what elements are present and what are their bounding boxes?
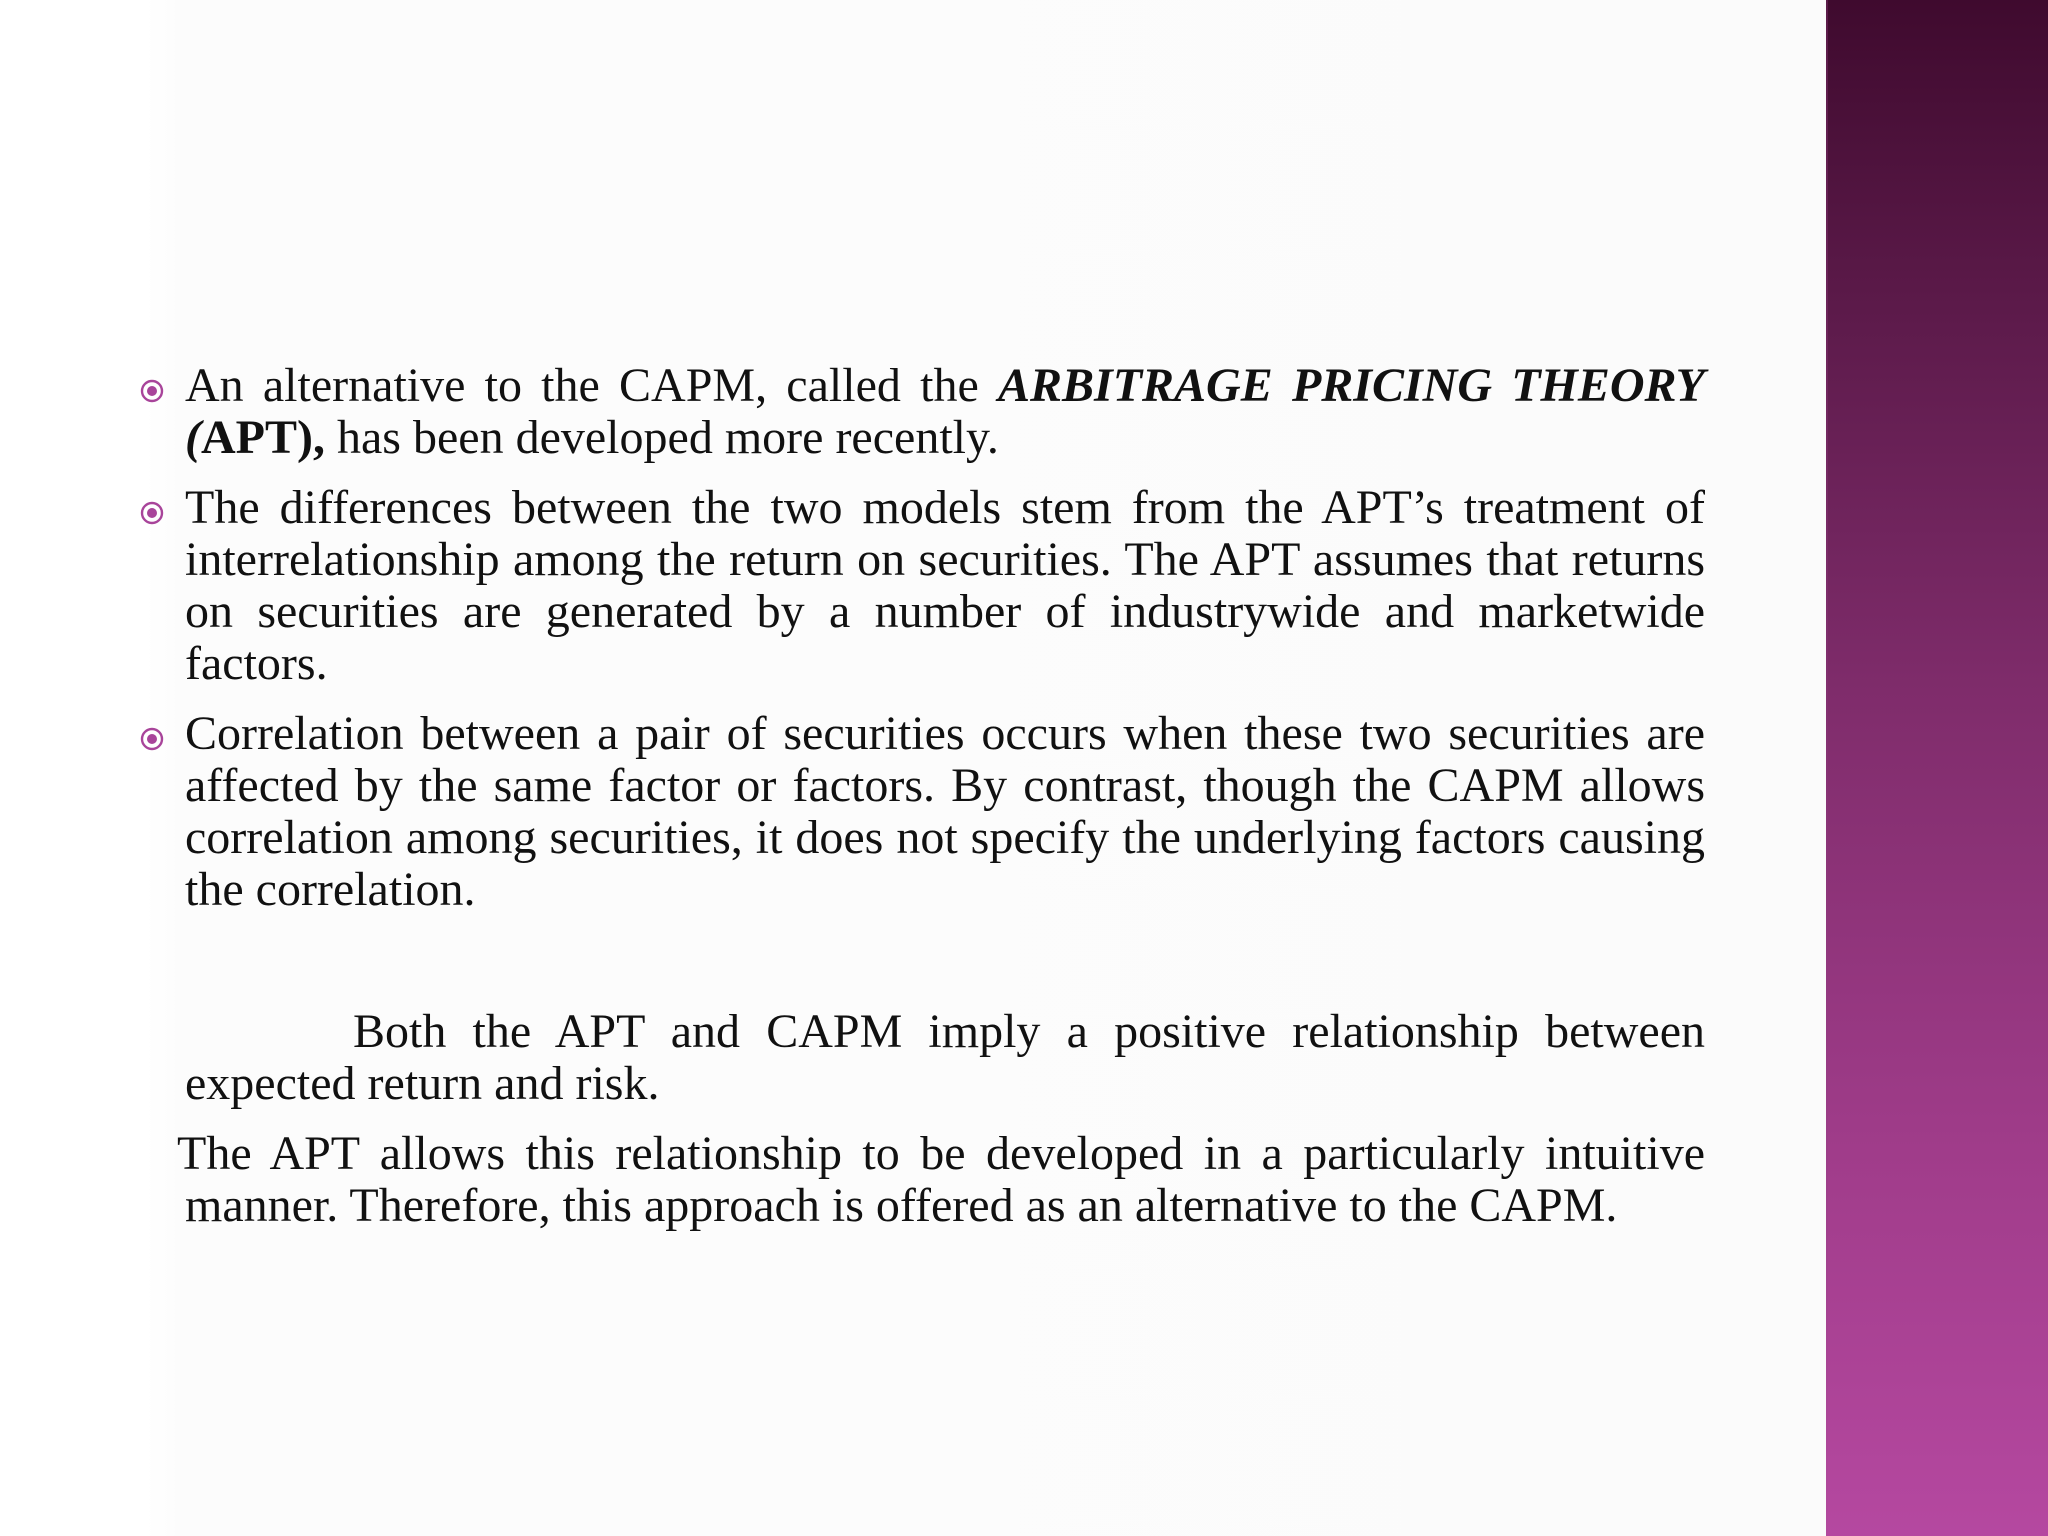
paragraph-apt-intuitive — [140, 1128, 1705, 1232]
bullet-text: Correlation between a pair of securities occurs when these two securities are affected by the same factor or factors. By contrast, though the CAPM allows correlation among securities, it does not specify the underlying factors causing the correlation. — [185, 707, 1705, 916]
paragraph-positive-relationship — [140, 1006, 1705, 1110]
decorative-side-band — [1828, 0, 2048, 1536]
bullet-text-rest: has been developed more recently. — [324, 411, 999, 464]
paragraph-text: The APT allows this relationship to be developed in a particularly intuitive manner. Therefore, this approach is offered as an alternative to the CAPM. — [177, 1127, 1705, 1232]
paragraph-text: Both the APT and CAPM imply a positive relationship between expected return and risk. — [185, 1005, 1705, 1110]
slide-content — [140, 360, 1705, 1232]
bullet-item-correlation — [140, 708, 1705, 916]
bullet-text: The differences between the two models stem from the APT’s treatment of interrelationship among the return on securities. The APT assumes that returns on securities are generated by a number of industrywide and marketwide factors. — [185, 481, 1705, 690]
spacer — [140, 934, 1705, 1006]
circle-bullet-icon — [140, 727, 164, 751]
circle-bullet-icon — [140, 501, 164, 525]
bullet-text-lead: An alternative to the CAPM, called the — [185, 359, 998, 412]
bullet-term-bold: APT), — [200, 411, 325, 464]
bullet-item-apt-intro — [140, 360, 1705, 464]
bullet-term-italic: ARBITRAGE PRICING THEORY ( — [185, 359, 1705, 464]
circle-bullet-icon — [140, 379, 164, 403]
bullet-item-differences — [140, 482, 1705, 690]
